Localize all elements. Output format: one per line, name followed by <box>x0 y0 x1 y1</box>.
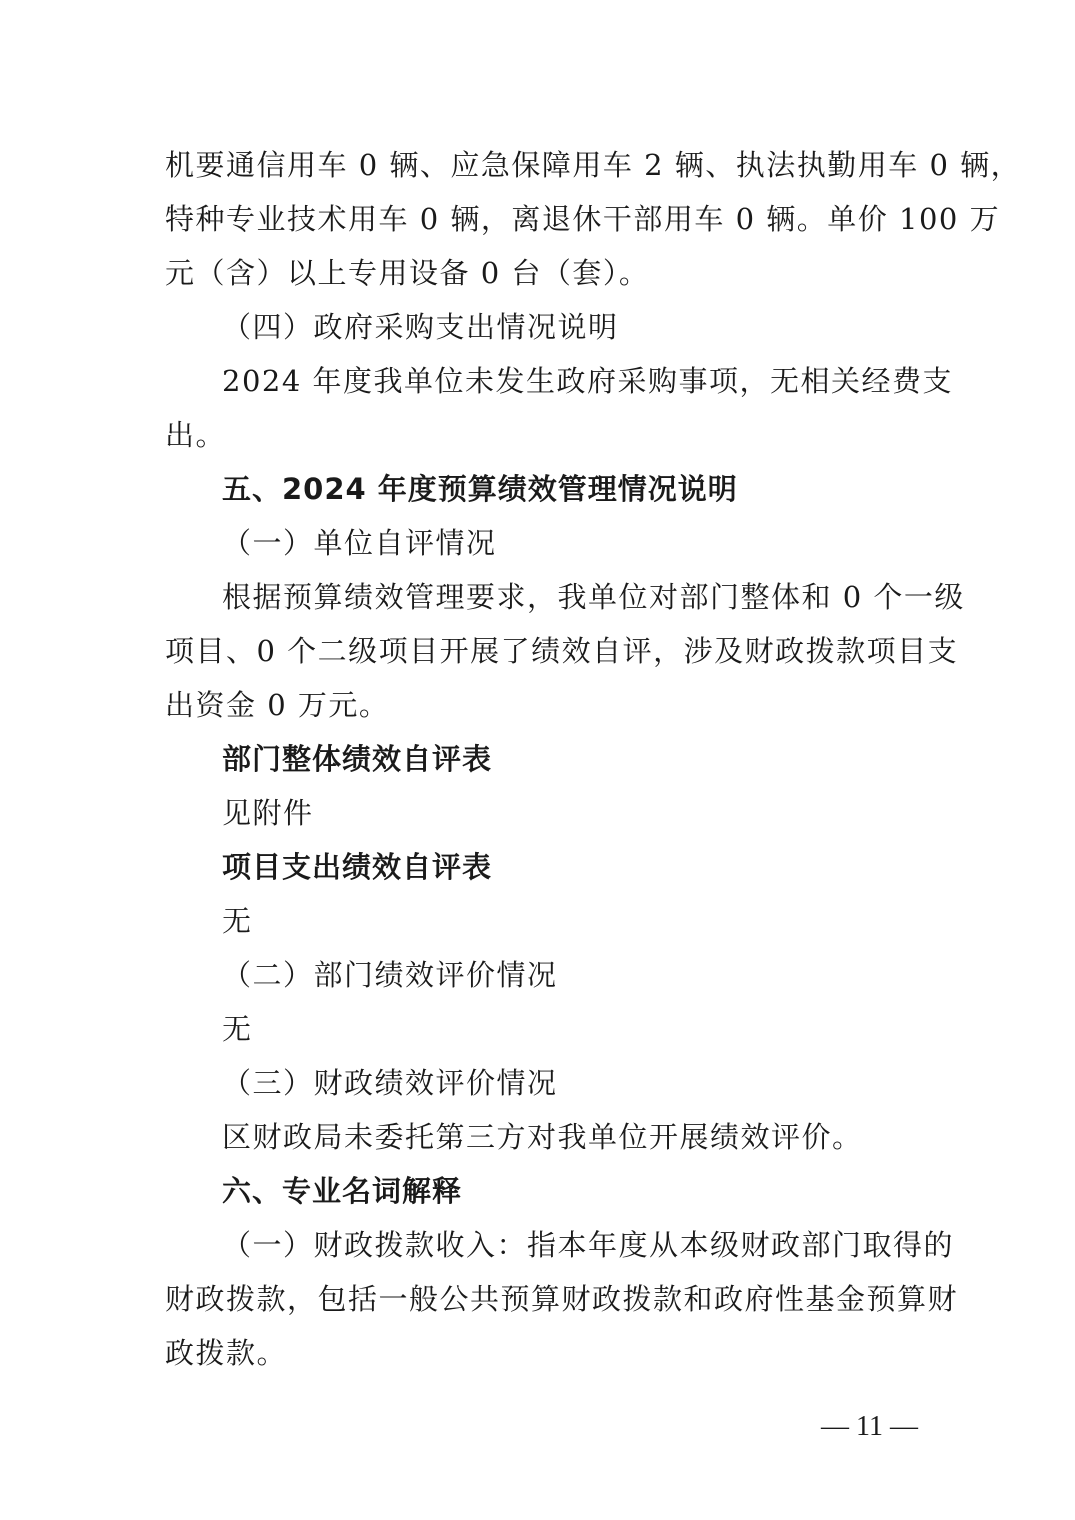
table-heading: 项目支出绩效自评表 <box>222 850 493 884</box>
paragraph-line: 2024 年度我单位未发生政府采购事项，无相关经费支 <box>222 364 954 398</box>
subsection-heading: （四）政府采购支出情况说明 <box>222 310 619 344</box>
paragraph-line: 见附件 <box>222 796 314 830</box>
paragraph-line: 无 <box>222 1012 253 1046</box>
subsection-heading: （一）单位自评情况 <box>222 526 497 560</box>
paragraph-line: 财政拨款，包括一般公共预算财政拨款和政府性基金预算财 <box>165 1282 959 1316</box>
paragraph-line: 无 <box>222 904 253 938</box>
subsection-heading: （三）财政绩效评价情况 <box>222 1066 558 1100</box>
paragraph-line: 出。 <box>165 418 227 452</box>
paragraph-line: 元（含）以上专用设备 0 台（套）。 <box>165 256 650 290</box>
subsection-heading: （二）部门绩效评价情况 <box>222 958 558 992</box>
paragraph-line: 出资金 0 万元。 <box>165 688 390 722</box>
paragraph-line: （一）财政拨款收入：指本年度从本级财政部门取得的 <box>222 1228 955 1262</box>
paragraph-line: 项目、0 个二级项目开展了绩效自评，涉及财政拨款项目支 <box>165 634 959 668</box>
paragraph-line: 区财政局未委托第三方对我单位开展绩效评价。 <box>222 1120 863 1154</box>
page-number: — 11 — <box>821 1411 918 1442</box>
section-heading: 六、专业名词解释 <box>222 1174 463 1208</box>
table-heading: 部门整体绩效自评表 <box>222 742 493 776</box>
paragraph-line: 特种专业技术用车 0 辆，离退休干部用车 0 辆。单价 100 万 <box>165 202 1001 236</box>
paragraph-line: 根据预算绩效管理要求，我单位对部门整体和 0 个一级 <box>222 580 965 614</box>
section-heading: 五、2024 年度预算绩效管理情况说明 <box>222 472 738 506</box>
paragraph-line: 机要通信用车 0 辆、应急保障用车 2 辆、执法执勤用车 0 辆， <box>165 148 1022 182</box>
paragraph-line: 政拨款。 <box>165 1336 288 1370</box>
